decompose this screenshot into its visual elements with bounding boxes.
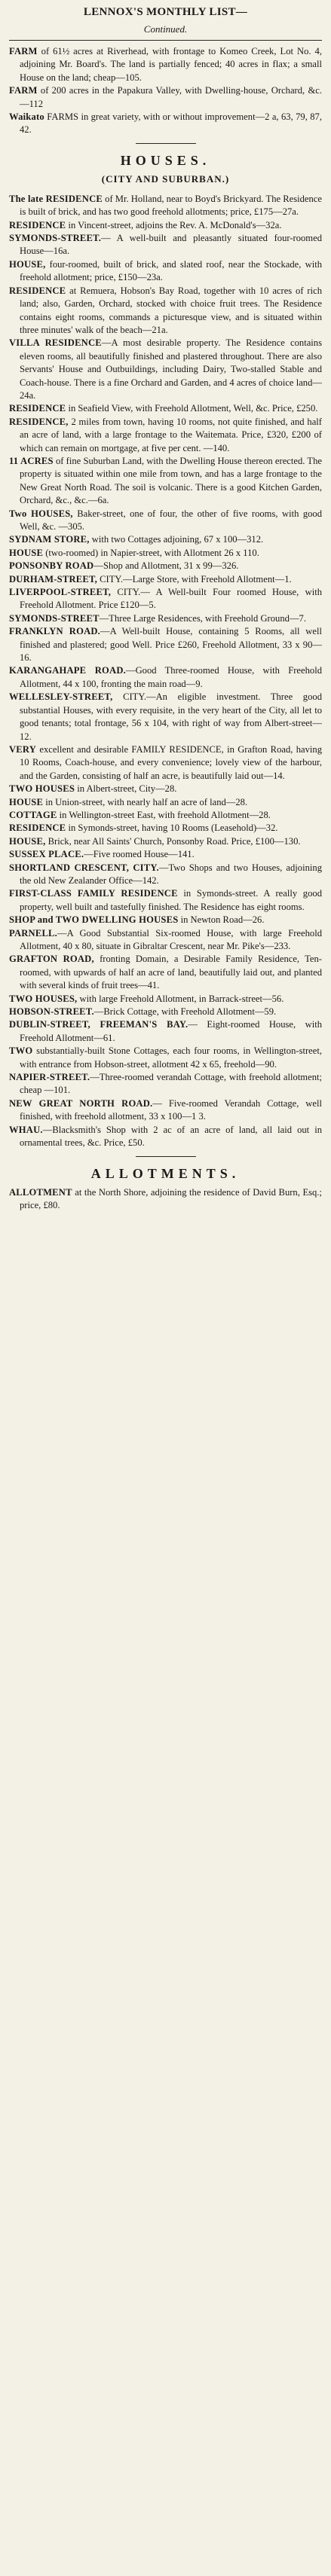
entry-text: —A most desirable property. The Residence contains eleven rooms, all beautifully finished and plastered throughout. There are also Servants' House and Outbuildings, including Dairy, Two-stalled Stable and Coach-house. There is a fine Orchard and Garden, and 4 acres of choice land—24a.: [20, 337, 322, 401]
listing-entry: [9, 1071, 322, 1097]
entry-text: in Symonds-street. A really good property, well built and tastefully finished. The Residence has eight rooms.: [20, 888, 322, 912]
listing-entry: [9, 508, 322, 534]
entry-text: Baker-street, one of four, the other of five rooms, with good Well, &c. —305.: [20, 508, 322, 532]
entry-lead: NEW GREAT NORTH ROAD.: [9, 1097, 153, 1109]
entry-text: — A well-built and pleasantly situated four-roomed House—16a.: [20, 233, 322, 257]
listing-entry: [9, 809, 322, 822]
header-rule: [9, 40, 322, 41]
listing-entry: [9, 1045, 322, 1071]
entry-text: (two-roomed) in Napier-street, with Allotment 26 x 110.: [43, 547, 259, 558]
entry-lead: FIRST-CLASS FAMILY RESIDENCE: [9, 888, 178, 899]
section-divider: [136, 1156, 196, 1157]
entry-lead: TWO HOUSES,: [9, 993, 78, 1004]
entry-text: —Five roomed House—141.: [84, 849, 195, 860]
listing-entry: [9, 1124, 322, 1150]
continued-label: Continued.: [143, 23, 188, 35]
listing-entry: [9, 547, 322, 560]
listing-entry: [9, 586, 322, 612]
newspaper-column: [9, 0, 322, 2576]
listing-entry: [9, 612, 322, 625]
listing-entry: [9, 285, 322, 337]
entry-lead: Two HOUSES,: [9, 508, 73, 519]
entry-lead: PARNELL.: [9, 927, 57, 939]
entry-lead: HOUSE: [9, 796, 44, 807]
entry-lead: HOUSE,: [9, 258, 46, 270]
listing-entry: [9, 219, 322, 232]
entry-lead: RESIDENCE,: [9, 416, 69, 427]
entry-text: CITY.—An eligible investment. Three good substantial Houses, with every requisite, in the very heart of the City, all let to good tenants; total frontage, 56 x 104, with right of way from Albert-street—12.: [20, 691, 322, 742]
entry-text: of Mr. Holland, near to Boyd's Brickyard. The Residence is built of brick, and has two good freehold allotments; price, £175—27a.: [20, 193, 322, 218]
entry-text: —Blacksmith's Shop with 2 ac of an acre of land, all laid out in ornamental trees, &c. Price, £50.: [20, 1124, 322, 1149]
listing-entry: [9, 111, 322, 137]
entry-text: at Remuera, Hobson's Bay Road, together with 10 acres of rich land; also, Garden, Orchard, stocked with choice fruit trees. The Residence contains eight rooms, commands a picturesque view, and is situated within three minutes' walk of the beach—21a.: [20, 285, 322, 335]
entry-text: in Albert-street, City—28.: [75, 783, 177, 795]
entry-text: 2 miles from town, having 10 rooms, not quite finished, and half an acre of land, with a large frontage to the Waitemata. Price, £320, £200 of which can remain on mortgage, at five per cent. —140.: [20, 416, 322, 453]
listing-entry: [9, 258, 322, 285]
listing-entry: [9, 993, 322, 1006]
entry-lead: ALLOTMENT: [9, 1186, 72, 1198]
listing-entry: [9, 1097, 322, 1124]
listing-entry: [9, 914, 322, 926]
listing-entry: [9, 796, 322, 809]
entry-text: in Seafield View, with Freehold Allotment, Well, &c. Price, £250.: [66, 403, 318, 414]
listing-entry: [9, 84, 322, 111]
entry-lead: HOUSE,: [9, 835, 46, 847]
listing-entry: [9, 337, 322, 402]
entry-lead: Waikato: [9, 111, 44, 123]
entry-lead: 11 ACRES: [9, 455, 54, 466]
entry-lead: RESIDENCE: [9, 403, 66, 414]
listing-entry: [9, 1018, 322, 1045]
entry-text: of fine Suburban Land, with the Dwelling House thereon erected. The property is situated within one mile from town, and has a large frontage to the New Great North Road. The soil is volcanic. There is a good Kitchen Garden, Orchard, &c., &c.—6a.: [20, 455, 322, 506]
entry-text: excellent and desirable FAMILY RESIDENCE, in Grafton Road, having 10 Rooms, Coach-house, and every convenience; lovely view of the harbour, and the Garden, consisting of half an acre, is beautifully laid out—14.: [20, 743, 322, 781]
entry-text: FARMS in great variety, with or without improvement—2 a, 63, 79, 87, 42.: [20, 111, 322, 136]
entry-text: —Good Three-roomed House, with Freehold Allotment, 44 x 100, fronting the main road—9.: [20, 665, 322, 689]
entry-lead: HOBSON-STREET.: [9, 1006, 94, 1018]
entry-lead: DUBLIN-STREET, FREEMAN'S BAY.: [9, 1019, 188, 1030]
entry-lead: DURHAM-STREET,: [9, 573, 97, 584]
entry-lead: TWO HOUSES: [9, 783, 75, 795]
entry-lead: GRAFTON ROAD,: [9, 954, 94, 965]
entry-lead: WHAU.: [9, 1124, 43, 1135]
listing-entry: [9, 560, 322, 572]
entry-lead: SHORTLAND CRESCENT, CITY.: [9, 862, 159, 873]
entry-lead: KARANGAHAPE ROAD.: [9, 665, 126, 676]
section-divider: [136, 143, 196, 144]
entry-lead: SYMONDS-STREET: [9, 612, 100, 624]
listing-entry: [9, 835, 322, 848]
entry-lead: SHOP and TWO DWELLING HOUSES: [9, 914, 179, 926]
entry-text: in Union-street, with nearly half an acre of land—28.: [43, 796, 248, 807]
entry-lead: COTTAGE: [9, 809, 57, 820]
listing-entry: [9, 1006, 322, 1018]
entry-text: substantially-built Stone Cottages, each four rooms, in Wellington-street, with entrance from Hobson-street, allotment 42 x 65, freehold—90.: [20, 1045, 322, 1070]
entry-text: —Brick Cottage, with Freehold Allotment—59.: [93, 1006, 277, 1018]
listing-entry: [9, 232, 322, 258]
entry-text: at the North Shore, adjoining the residence of David Burn, Esq.; price, £80.: [20, 1186, 322, 1210]
entry-text: in Vincent-street, adjoins the Rev. A. McDonald's—32a.: [66, 219, 282, 230]
listing-entry: [9, 45, 322, 84]
listing-entry: [9, 416, 322, 455]
listing-entry: [9, 691, 322, 743]
entry-lead: SYMONDS-STREET.: [9, 233, 102, 244]
listing-entry: [9, 1186, 322, 1213]
allotments-list: [9, 1186, 322, 1213]
entry-text: — Eight-roomed House, with Freehold Allotment—61.: [20, 1019, 322, 1043]
entry-lead: VILLA RESIDENCE: [9, 337, 102, 349]
entry-text: —A Well-built House, containing 5 Rooms, all well finished and plastered; good Well. Price £260, Freehold Allotment, 33 x 90—16.: [20, 626, 322, 664]
listing-entry: [9, 887, 322, 914]
listing-entry: [9, 927, 322, 954]
listing-entry: [9, 743, 322, 783]
entry-lead: FRANKLYN ROAD.: [9, 626, 101, 637]
entry-text: —Shop and Allotment, 31 x 99—326.: [93, 560, 239, 572]
entry-text: —Two Shops and two Houses, adjoining the old New Zealander Office—142.: [20, 862, 322, 886]
entry-lead: PONSONBY ROAD: [9, 560, 94, 572]
listing-entry: [9, 664, 322, 691]
entry-lead: VERY: [9, 743, 37, 755]
entry-lead: NAPIER-STREET.: [9, 1072, 90, 1083]
entry-lead: The late RESIDENCE: [9, 193, 103, 204]
allotments-heading: ALLOTMENTS.: [90, 1165, 241, 1181]
houses-heading: HOUSES.: [120, 152, 211, 168]
houses-list: [9, 193, 322, 1150]
entry-lead: HOUSE: [9, 547, 44, 558]
entry-lead: FARM: [9, 46, 38, 56]
farms-list: [9, 45, 322, 137]
entry-text: —Three Large Residences, with Freehold Ground—7.: [99, 612, 306, 624]
listing-entry: [9, 953, 322, 992]
houses-subheading: (CITY AND SUBURBAN.): [101, 172, 230, 185]
listing-entry: [9, 455, 322, 508]
entry-text: —Three-roomed verandah Cottage, with freehold allotment; cheap —101.: [20, 1072, 322, 1096]
entry-text: with two Cottages adjoining, 67 x 100—312.: [89, 534, 264, 545]
entry-text: of 61½ acres at Riverhead, with frontage to Komeo Creek, Lot No. 4, adjoining Mr. Board's. The land is partially fenced; 40 acres in flax; a small House on the land; cheap—105.: [20, 46, 322, 83]
listing-entry: [9, 533, 322, 546]
entry-text: — Five-roomed Verandah Cottage, well finished, with freehold allotment, 33 x 100—1 3.: [20, 1097, 322, 1122]
entry-lead: SYDNAM STORE,: [9, 534, 90, 545]
listing-entry: [9, 862, 322, 888]
listing-entry: [9, 848, 322, 861]
entry-text: fronting Domain, a Desirable Family Residence, Ten-roomed, with upwards of half an acre of land, beautifully laid out, and planted with several kinds of fruit trees—41.: [20, 954, 322, 991]
list-title: LENNOX'S MONTHLY LIST—: [83, 6, 248, 18]
listing-entry: [9, 402, 322, 415]
entry-text: in Newton Road—26.: [178, 914, 265, 926]
entry-text: four-roomed, built of brick, and slated roof, near the Stockade, with freehold allotment; price, £150—23a.: [20, 258, 322, 283]
entry-lead: SUSSEX PLACE.: [9, 849, 84, 860]
entry-text: in Wellington-street East, with freehold Allotment—28.: [57, 809, 271, 820]
entry-lead: RESIDENCE: [9, 823, 66, 834]
entry-text: with large Freehold Allotment, in Barrack-street—56.: [77, 993, 284, 1004]
entry-lead: FARM: [9, 85, 38, 96]
entry-lead: RESIDENCE: [9, 285, 66, 296]
entry-lead: WELLESLEY-STREET,: [9, 691, 113, 703]
listing-entry: [9, 822, 322, 835]
entry-text: Brick, near All Saints' Church, Ponsonby Road. Price, £100—130.: [45, 835, 301, 847]
entry-text: in Symonds-street, having 10 Rooms (Leasehold)—32.: [66, 823, 278, 834]
entry-text: of 200 acres in the Papakura Valley, with Dwelling-house, Orchard, &c.—112: [20, 85, 322, 109]
listing-entry: [9, 625, 322, 664]
listing-entry: [9, 783, 322, 795]
entry-text: —A Good Substantial Six-roomed House, with large Freehold Allotment, 40 x 80, situate in Gibraltar Crescent, near Mr. Pike's—233.: [20, 927, 322, 951]
entry-lead: TWO: [9, 1045, 33, 1057]
listing-entry: [9, 573, 322, 586]
listing-entry: [9, 193, 322, 219]
entry-text: CITY.— A Well-built Four roomed House, with Freehold Allotment. Price £120—5.: [20, 587, 322, 611]
entry-text: CITY.—Large Store, with Freehold Allotment—1.: [97, 573, 292, 584]
entry-lead: RESIDENCE: [9, 219, 66, 230]
entry-lead: LIVERPOOL-STREET,: [9, 587, 112, 598]
